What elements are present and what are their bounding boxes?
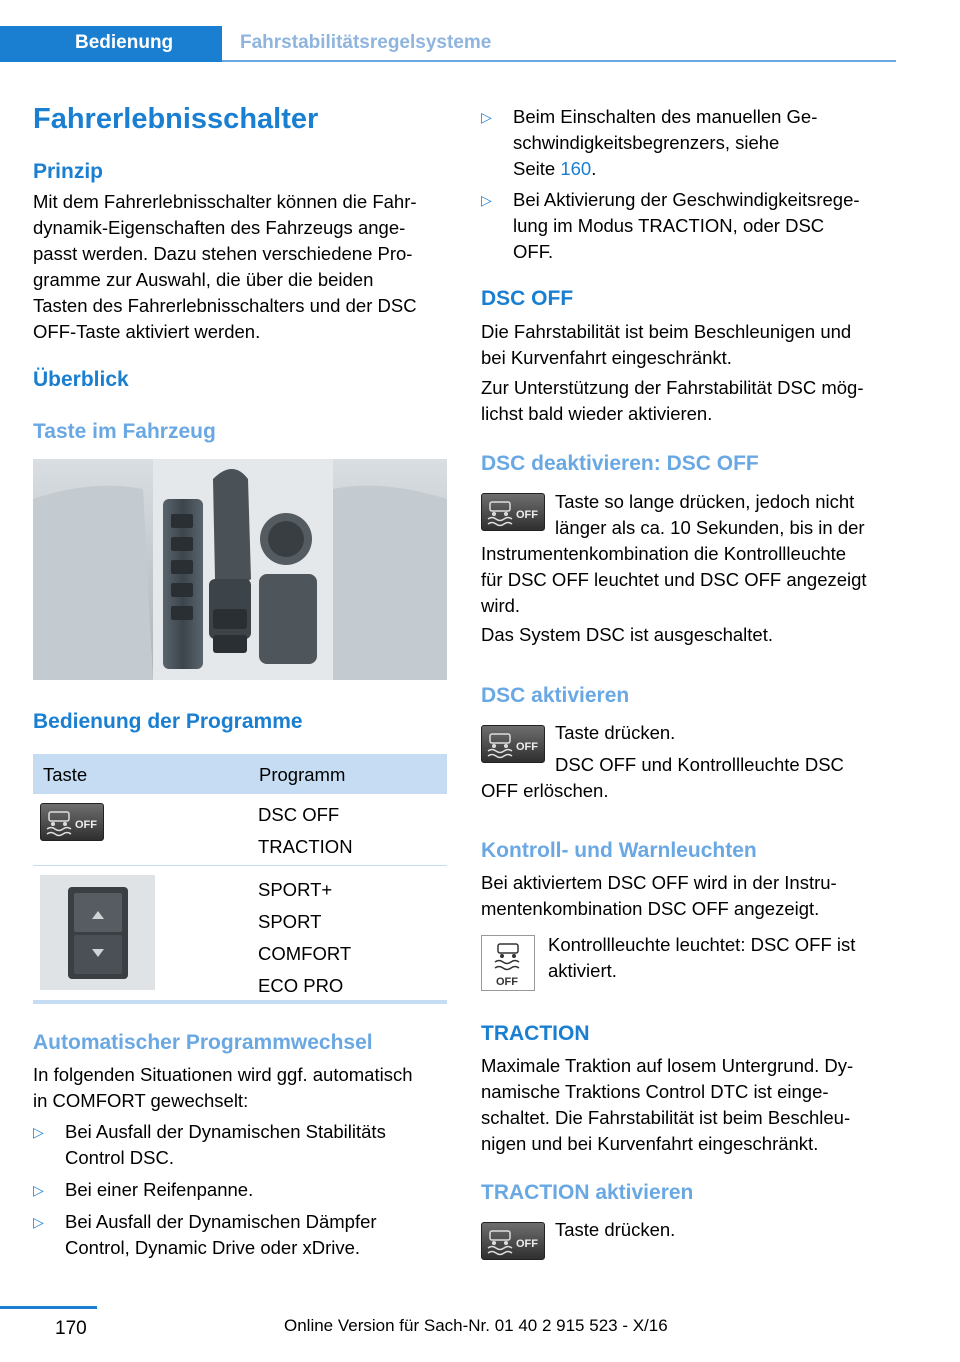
heading-dsc-aktivieren: DSC aktivieren (481, 684, 630, 707)
row2-programs: SPORT+ SPORT COMFORT ECO PRO (258, 879, 352, 996)
footer-divider (0, 1306, 97, 1309)
auto-text: In folgenden Situationen wird ggf. automatisch in COMFORT gewechselt: (33, 1064, 413, 1111)
mode-switch-icon (40, 875, 155, 990)
heading-bedienung-der-programme: Bedienung der Programme (33, 710, 303, 733)
dsc-off-warning-light-icon (481, 935, 535, 991)
svg-text:OFF: OFF (516, 1238, 538, 1250)
deakt-result: Das System DSC ist ausgeschaltet. (481, 624, 773, 645)
heading-dsc-deaktivieren: DSC deaktivieren: DSC OFF (481, 452, 759, 475)
kontroll-icon-text: Kontrollleuchte leuchtet: DSC OFF ist aktiviert. (548, 934, 856, 981)
row1-programs: DSC OFF TRACTION (258, 804, 353, 857)
deakt-text-full: Instrumentenkombination die Kontrollleuchte für DSC OFF leuchtet und DSC OFF angezeigt wird. (481, 543, 867, 616)
dsc-off-button-icon (481, 493, 545, 531)
heading-ueberblick: Überblick (33, 368, 129, 391)
dsc-off-text-2: Zur Unterstützung der Fahrstabilität DSC mög- lichst bald wieder aktivieren. (481, 377, 864, 424)
prinzip-text: Mit dem Fahrerlebnisschalter können die Fahr- dynamik-Eigenschaften des Fahrzeugs ange- passt werden. Dazu stehen verschiedene Pro- gramme zur Auswahl, die über die beiden Tasten des Fahrerlebnisschalters und der DSC OFF-Taste aktiviert werden. (33, 191, 417, 342)
svg-text:OFF: OFF (496, 976, 518, 988)
page-title: Fahrerlebnisschalter (33, 103, 319, 135)
bullet-triangle-icon: ▷ (481, 192, 492, 208)
table-header (33, 754, 447, 794)
bullet-triangle-icon: ▷ (33, 1124, 44, 1140)
col-programm: Programm (259, 764, 346, 785)
tab-fahrstabilitaetsregelsysteme[interactable]: Fahrstabilitätsregelsysteme (240, 32, 492, 53)
table-bottom-border (33, 1000, 447, 1004)
dsc-off-button-icon (40, 803, 104, 841)
svg-text:OFF: OFF (75, 819, 97, 831)
svg-text:OFF: OFF (516, 741, 538, 753)
console-photo (33, 459, 447, 680)
dsc-off-button-icon (481, 725, 545, 763)
akt-line2: DSC OFF und Kontrollleuchte DSC (555, 754, 844, 775)
tab-bedienung[interactable]: Bedienung (0, 26, 222, 62)
table-row-divider (33, 865, 447, 866)
akt-line1: Taste drücken. (555, 722, 676, 743)
kontroll-text: Bei aktiviertem DSC OFF wird in der Instru- mentenkombination DSC OFF angezeigt. (481, 872, 837, 919)
heading-dsc-off: DSC OFF (481, 287, 574, 310)
header-divider (222, 60, 896, 62)
heading-traction-aktivieren: TRACTION aktivieren (481, 1181, 694, 1204)
col-taste: Taste (43, 764, 88, 785)
heading-prinzip: Prinzip (33, 160, 104, 183)
bullet-triangle-icon: ▷ (33, 1214, 44, 1230)
page-link-160[interactable]: 160 (560, 158, 592, 179)
traction-text: Maximale Traktion auf losem Untergrund. Dy- namische Traktions Control DTC ist einge- schaltet. Die Fahrstabilität ist beim Beschleu- nigen und bei Kurvenfahrt eingeschränkt. (481, 1055, 854, 1154)
dsc-off-button-icon (481, 1222, 545, 1260)
deakt-text-short: Taste so lange drücken, jedoch nicht länger als ca. 10 Sekunden, bis in der (555, 491, 865, 538)
footer-version: Online Version für Sach-Nr. 01 40 2 915 523 - X/16 (284, 1316, 668, 1335)
heading-automatischer-programmwechsel: Automatischer Programmwechsel (33, 1031, 373, 1054)
traction-akt-text: Taste drücken. (555, 1219, 676, 1240)
heading-traction: TRACTION (481, 1022, 590, 1045)
akt-line3: OFF erlöschen. (481, 780, 609, 801)
page-number: 170 (55, 1318, 87, 1339)
heading-taste-im-fahrzeug: Taste im Fahrzeug (33, 420, 216, 443)
bullet-triangle-icon: ▷ (481, 109, 492, 125)
svg-text:OFF: OFF (516, 509, 538, 521)
heading-kontroll-und-warnleuchten: Kontroll- und Warnleuchten (481, 839, 757, 862)
bullet-triangle-icon: ▷ (33, 1182, 44, 1198)
dsc-off-text: Die Fahrstabilität ist beim Beschleunigen und bei Kurvenfahrt eingeschränkt. (481, 321, 852, 368)
